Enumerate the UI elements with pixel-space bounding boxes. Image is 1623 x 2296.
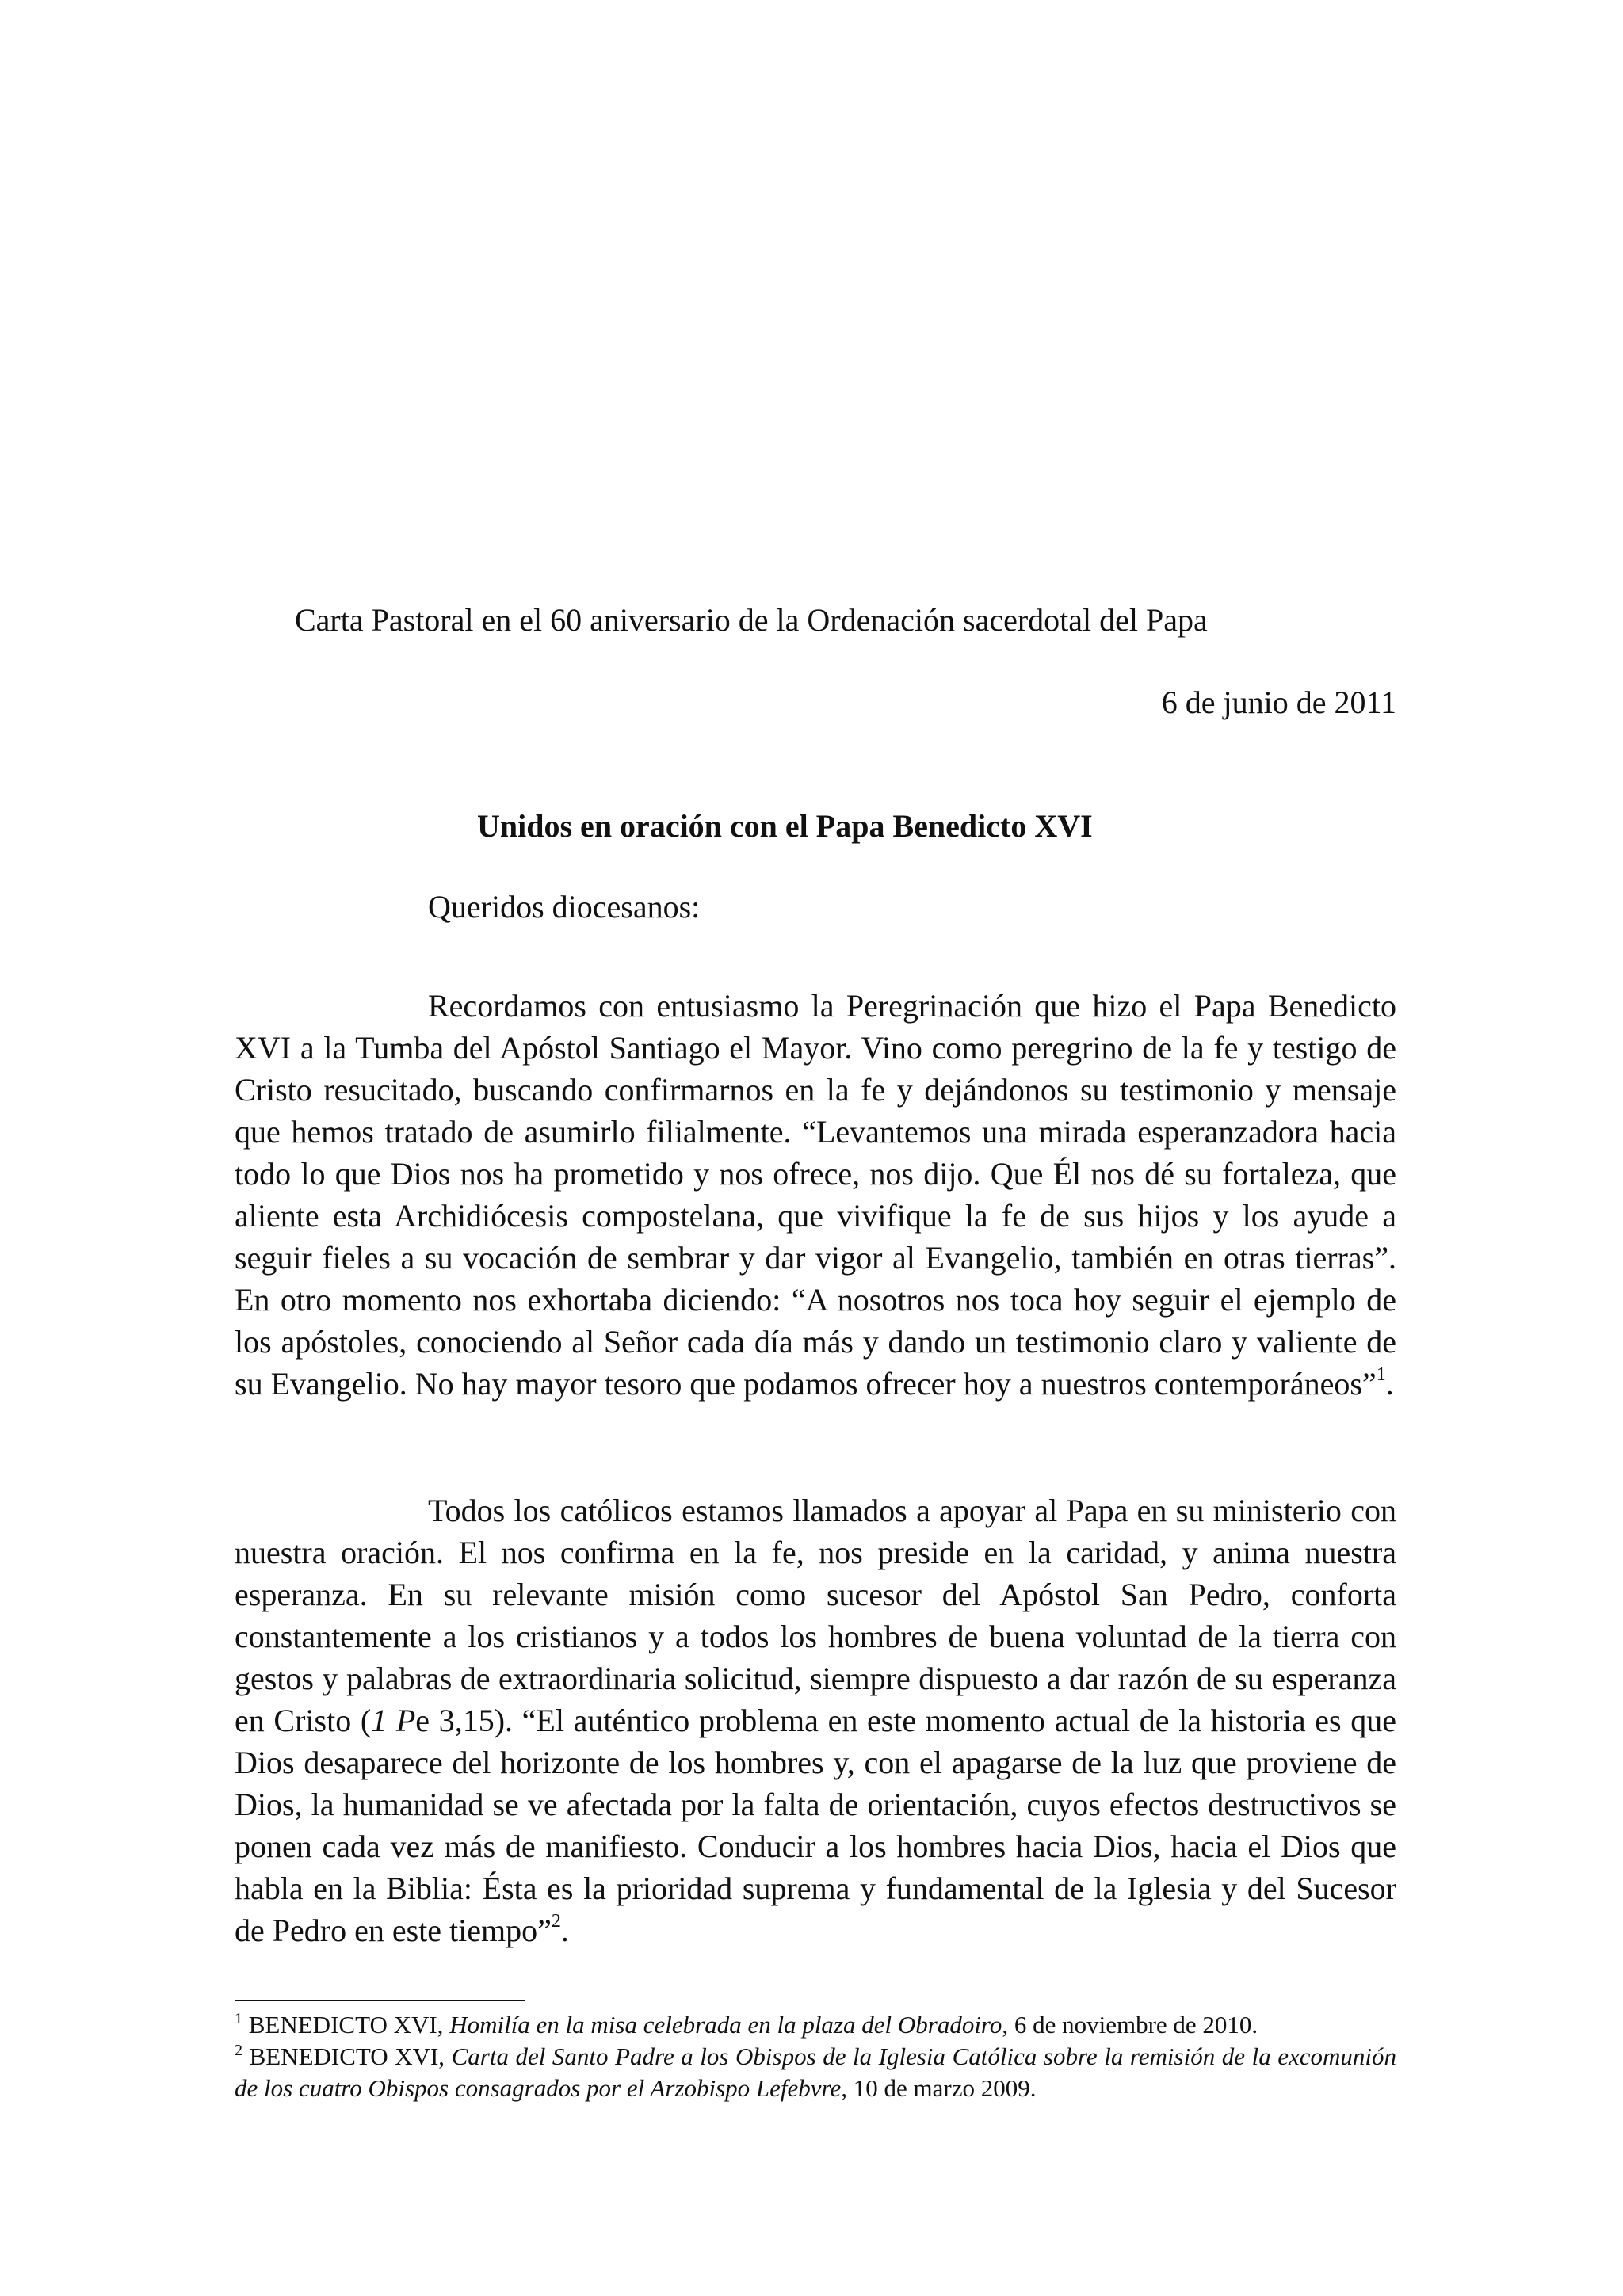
paragraph-2-continuation: e 3,15). “El auténtico problema en este momento actual de la historia es que Dios desaparece del horizonte de los hombres y, con el apagarse de la luz que proviene de Dios, la humanidad se ve afectada por la falta de orientación, cuyos efectos destructivos se ponen cada vez más de manifiesto. Conducir a los hombres hacia Dios, hacia el Dios que habla en la Biblia: Ésta es la prioridad suprema y fundamental de la Iglesia y del Sucesor de Pedro en este tiempo”	[235, 1703, 1397, 1948]
letter-subtitle: Carta Pastoral en el 60 aniversario de la Ordenación sacerdotal del Papa	[295, 602, 1208, 638]
footnote-1-rest: , 6 de noviembre de 2010.	[1002, 2011, 1258, 2039]
footnote-ref-2: 2	[551, 1911, 561, 1932]
paragraph-2-text: Todos los católicos estamos llamados a apoyar al Papa en su ministerio con nuestra oración. El nos confirma en la fe, nos preside en la caridad, y anima nuestra esperanza. En su relevante misión como sucesor del Apóstol San Pedro, conforta constantemente a los cristianos y a todos los hombres de buena voluntad de la tierra con gestos y palabras de extraordinaria solicitud, siempre dispuesto a dar razón de su esperanza en Cristo (	[235, 1493, 1396, 1738]
footnote-2-rest: 10 de marzo 2009.	[846, 2074, 1037, 2102]
paragraph-1	[235, 985, 1396, 1405]
paragraph-1-text: Recordamos con entusiasmo la Peregrinación que hizo el Papa Benedicto XVI a la Tumba del Apóstol Santiago el Mayor. Vino como peregrino de la fe y testigo de Cristo resucitado, buscando confirmarnos en la fe y dejándonos su testimonio y mensaje que hemos tratado de asumirlo filialmente. “Levantemos una mirada esperanzadora hacia todo lo que Dios nos ha prometido y nos ofrece, nos dijo. Que Él nos dé su fortaleza, que aliente esta Archidiócesis compostelana, que vivifique la fe de sus hijos y los ayude a seguir fieles a su vocación de sembrar y dar vigor al Evangelio, también en otras tierras”. En otro momento nos exhortaba diciendo: “A nosotros nos toca hoy seguir el ejemplo de los apóstoles, conociendo al Señor cada día más y dando un testimonio claro y valiente de su Evangelio. No hay mayor tesoro que podamos ofrecer hoy a nuestros contemporáneos”	[235, 988, 1396, 1402]
biblical-citation: 1 P	[371, 1703, 416, 1738]
footnote-1-work: Homilía en la misa celebrada en la plaza del Obradoiro	[449, 2011, 1002, 2039]
salutation: Queridos diocesanos:	[428, 889, 701, 925]
footnote-separator	[235, 2000, 525, 2001]
letter-date: 6 de junio de 2011	[1161, 685, 1396, 720]
footnote-2	[235, 2041, 1396, 2104]
footnote-1-number: 1	[235, 2010, 242, 2027]
footnote-ref-1: 1	[1376, 1364, 1386, 1385]
paragraph-1-end: .	[1385, 1366, 1394, 1402]
footnote-2-number: 2	[235, 2042, 242, 2059]
footnotes	[235, 2009, 1396, 2104]
paragraph-2	[235, 1489, 1396, 1951]
footnote-1-author: BENEDICTO XVI,	[248, 2011, 450, 2039]
letter-title: Unidos en oración con el Papa Benedicto XVI	[477, 808, 1093, 844]
footnote-1	[235, 2009, 1396, 2041]
footnote-2-work: Carta del Santo Padre a los Obispos de la Iglesia Católica sobre la remisión de la excomunión de los cuatro Obispos consagrados por el Arzobispo Lefebvre,	[235, 2042, 1397, 2102]
footnote-2-author: BENEDICTO XVI,	[249, 2042, 452, 2070]
paragraph-2-end: .	[560, 1913, 569, 1948]
